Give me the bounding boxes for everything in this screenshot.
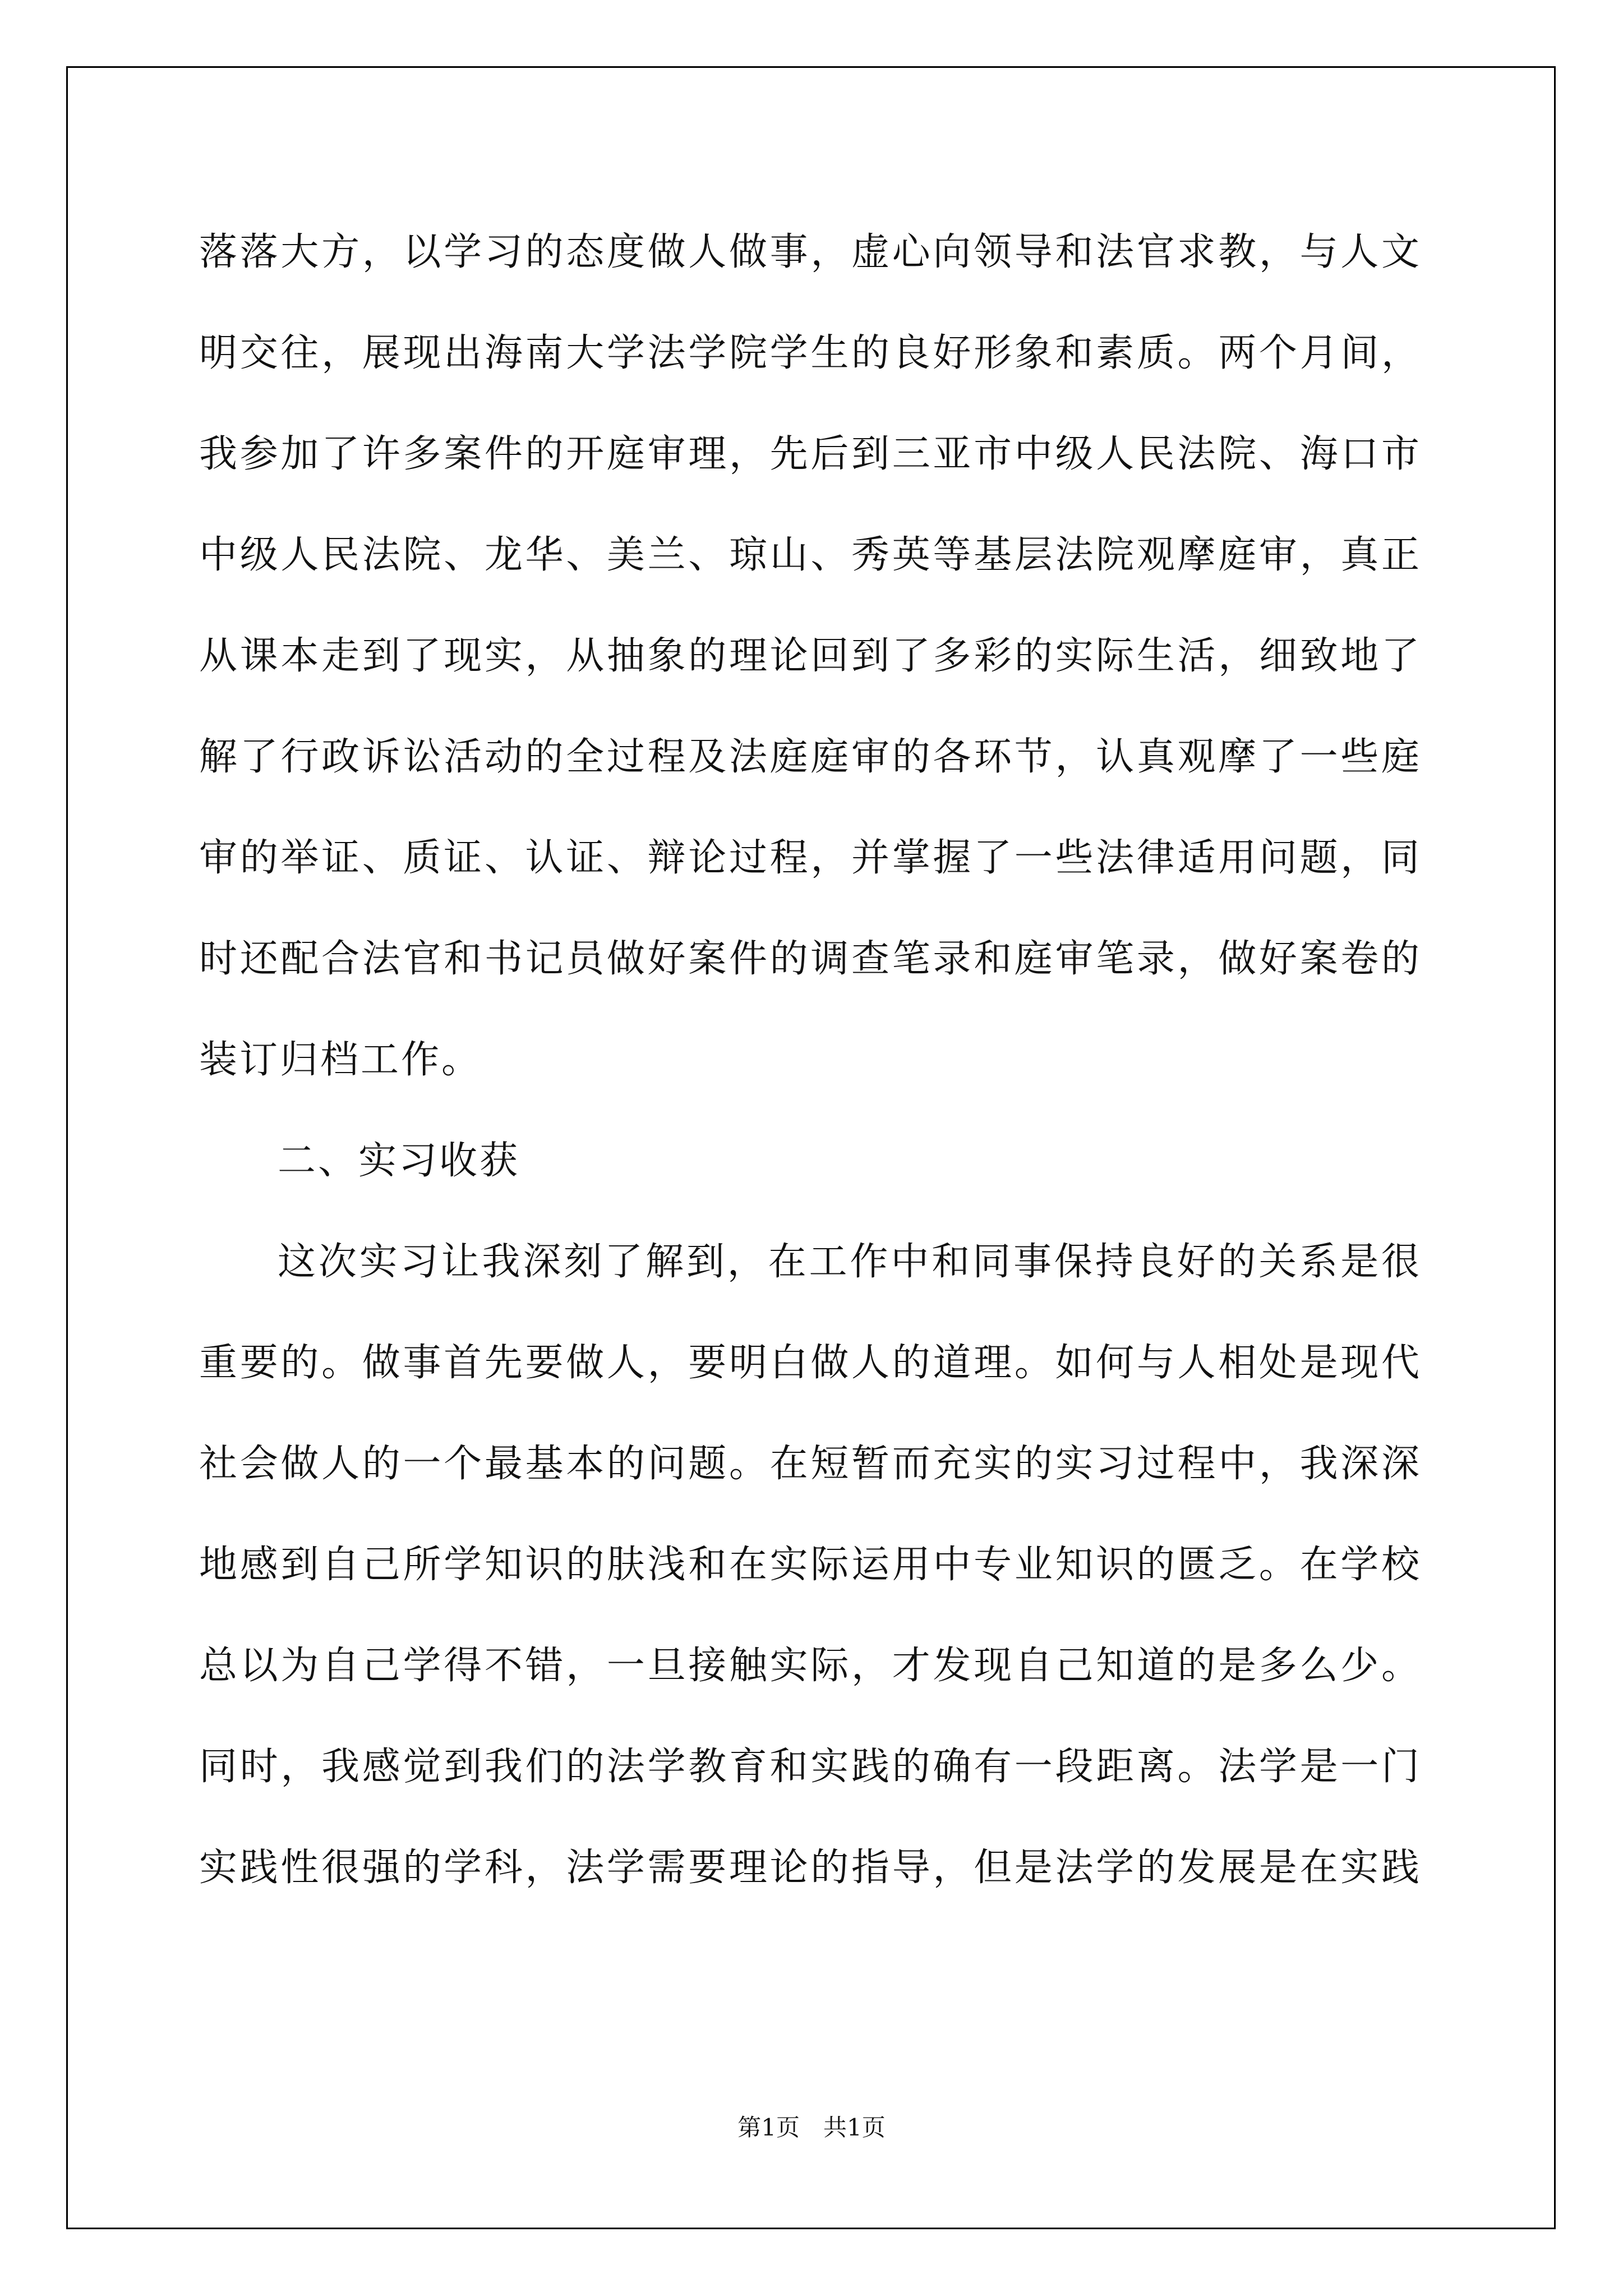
- text-line: 重要的。做事首先要做人，要明白做人的道理。如何与人相处是现代: [199, 1341, 1422, 1385]
- text-line: 同时，我感觉到我们的法学教育和实践的确有一段距离。法学是一门: [199, 1745, 1422, 1789]
- page-footer: 第1页 共1页: [737, 2114, 886, 2141]
- document-body: [199, 202, 1422, 1918]
- text-line: 装订归档工作。: [199, 1038, 482, 1082]
- text-line: 我参加了许多案件的开庭审理，先后到三亚市中级人民法院、海口市: [199, 432, 1422, 476]
- text-line: 明交往，展现出海南大学法学院学生的良好形象和素质。两个月间，: [199, 331, 1422, 375]
- text-line: 地感到自己所学知识的肤浅和在实际运用中专业知识的匮乏。在学校: [199, 1543, 1422, 1587]
- text-line: 落落大方，以学习的态度做人做事，虚心向领导和法官求教，与人文: [199, 230, 1422, 274]
- text-line: 这次实习让我深刻了解到，在工作中和同事保持良好的关系是很: [278, 1240, 1422, 1284]
- text-line: 从课本走到了现实，从抽象的理论回到了多彩的实际生活，细致地了: [199, 634, 1422, 678]
- text-line: 解了行政诉讼活动的全过程及法庭庭审的各环节，认真观摩了一些庭: [199, 735, 1422, 779]
- text-line: 实践性很强的学科，法学需要理论的指导，但是法学的发展是在实践: [199, 1846, 1422, 1890]
- text-line: 总以为自己学得不错，一旦接触实际，才发现自己知道的是多么少。: [199, 1644, 1422, 1688]
- section-heading: 二、实习收获: [278, 1139, 520, 1183]
- text-line: 审的举证、质证、认证、辩论过程，并掌握了一些法律适用问题，同: [199, 836, 1422, 880]
- text-line: 社会做人的一个最基本的问题。在短暂而充实的实习过程中，我深深: [199, 1442, 1422, 1486]
- text-line: 中级人民法院、龙华、美兰、琼山、秀英等基层法院观摩庭审，真正: [199, 533, 1422, 577]
- text-line: 时还配合法官和书记员做好案件的调查笔录和庭审笔录，做好案卷的: [199, 937, 1422, 981]
